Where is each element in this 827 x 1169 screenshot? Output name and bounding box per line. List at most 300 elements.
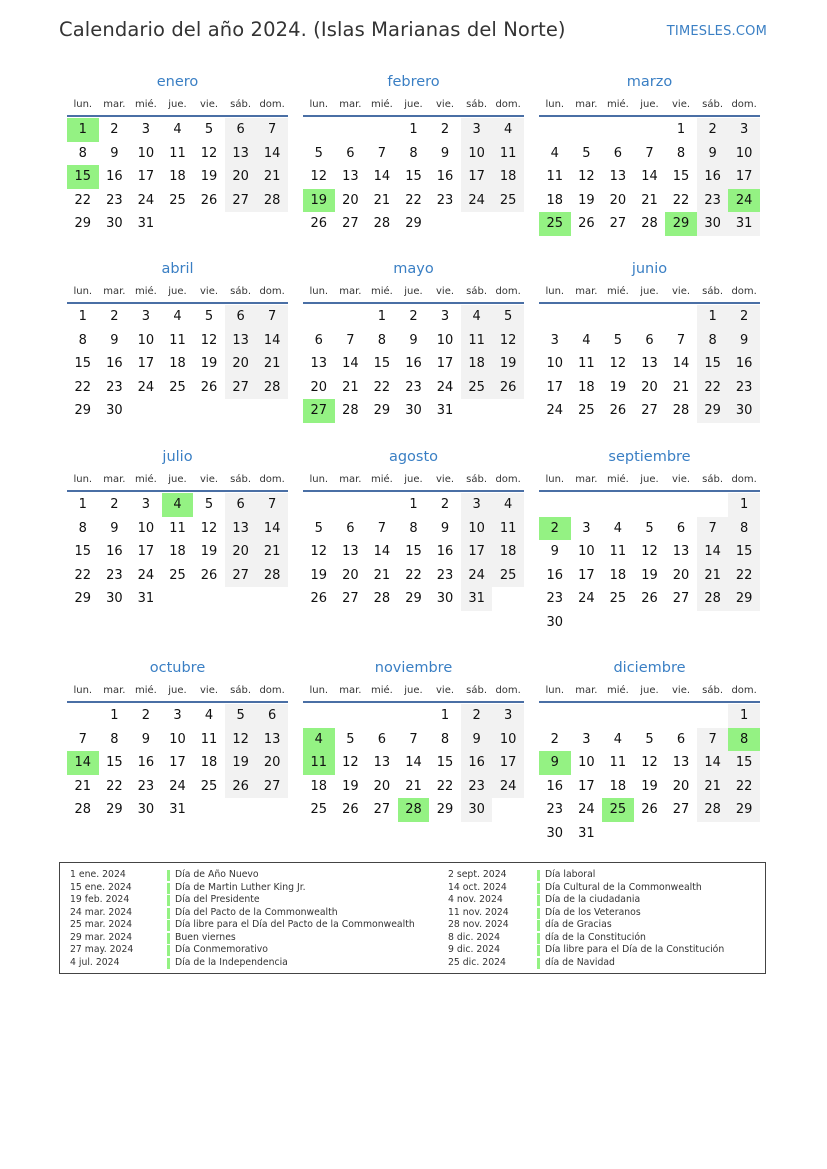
weekend-day-cell: 20 <box>256 751 288 775</box>
day-cell: 21 <box>641 192 658 208</box>
holiday-day-cell: 25 <box>602 798 634 822</box>
weekday-label: jue. <box>168 99 187 110</box>
weekend-day-cell: 29 <box>728 798 760 822</box>
day-cell: 30 <box>546 614 564 630</box>
day-cell: 17 <box>578 778 595 794</box>
weekend-day-cell: 27 <box>225 189 257 213</box>
day-cell: 21 <box>373 192 391 208</box>
day-cell: 28 <box>74 802 92 817</box>
weekend-day-cell: 28 <box>256 564 288 588</box>
weekend-day-cell: 10 <box>492 728 524 752</box>
empty-cell <box>539 493 571 517</box>
weekend-day-cell: 30 <box>697 212 729 236</box>
holiday-day-cell: 11 <box>303 751 335 775</box>
holiday-marker-icon <box>537 883 540 894</box>
day-cell: 4 <box>613 731 623 747</box>
day-cell: 19 <box>609 379 627 395</box>
holiday-name: Día libre para el Día del Pacto de la Commonwealth <box>175 919 415 930</box>
day-cell: 17 <box>169 755 186 770</box>
day-cell: 9 <box>141 731 151 747</box>
day-cell: 6 <box>346 520 355 536</box>
weekend-day-cell: 15 <box>728 751 760 775</box>
weekday-label: jue. <box>640 99 659 110</box>
day-cell: 13 <box>373 755 391 770</box>
day-cell: 31 <box>578 825 595 841</box>
empty-cell <box>303 493 335 517</box>
brand-link[interactable]: TIMESLES.COM <box>666 24 767 39</box>
day-cell: 3 <box>582 520 591 536</box>
holiday-name: Día de Martin Luther King Jr. <box>175 881 306 893</box>
day-cell: 27 <box>373 802 391 817</box>
holiday-name: día de Gracias <box>545 919 612 930</box>
day-cell: 25 <box>169 379 186 395</box>
holiday-date: 4 jul. 2024 <box>70 956 120 968</box>
weekday-label: lun. <box>545 99 565 110</box>
weekend-day-cell: 31 <box>728 212 760 236</box>
weekend-day-cell: 30 <box>728 399 760 423</box>
day-cell: 1 <box>78 497 87 512</box>
weekday-label: vie. <box>436 685 455 696</box>
day-cell: 31 <box>169 802 186 817</box>
holiday-name: Día de la ciudadania <box>545 894 641 905</box>
weekday-label: mié. <box>370 99 393 110</box>
weekend-day-cell: 24 <box>492 775 524 799</box>
day-cell: 20 <box>672 778 690 794</box>
day-cell: 18 <box>200 755 218 770</box>
weekend-day-cell: 6 <box>225 305 257 329</box>
holiday-marker-icon <box>167 883 170 894</box>
day-cell: 15 <box>405 544 422 559</box>
weekday-label: vie. <box>672 474 691 485</box>
weekend-day-cell: 25 <box>492 564 524 588</box>
day-cell: 17 <box>137 544 155 559</box>
holiday-date: 15 ene. 2024 <box>70 881 132 893</box>
empty-cell <box>571 493 603 517</box>
day-cell: 24 <box>578 591 595 606</box>
day-cell: 12 <box>578 169 595 184</box>
day-cell: 10 <box>546 356 564 371</box>
day-cell: 8 <box>110 731 119 747</box>
day-cell: 26 <box>342 802 359 817</box>
holiday-date: 25 dic. 2024 <box>448 956 506 968</box>
holiday-name: Día del Pacto de la Commonwealth <box>175 906 338 918</box>
weekend-day-cell: 28 <box>697 798 729 822</box>
day-cell: 29 <box>405 216 422 231</box>
day-cell: 1 <box>377 309 387 324</box>
day-cell: 12 <box>200 520 218 536</box>
weekend-day-cell: 11 <box>492 517 524 541</box>
holiday-date: 29 mar. 2024 <box>70 931 133 943</box>
month-title: marzo <box>626 74 673 90</box>
day-cell: 4 <box>613 520 623 536</box>
weekday-label: vie. <box>436 99 455 110</box>
day-cell: 23 <box>405 379 422 395</box>
day-cell: 26 <box>200 567 218 583</box>
weekday-label: jue. <box>404 99 423 110</box>
holiday-date: 4 nov. 2024 <box>448 894 503 905</box>
day-cell: 9 <box>110 332 119 348</box>
day-cell: 10 <box>578 755 595 770</box>
day-cell: 11 <box>169 332 186 348</box>
weekend-day-cell: 25 <box>492 189 524 213</box>
weekday-label: sáb. <box>702 99 724 110</box>
empty-cell <box>571 704 603 728</box>
day-cell: 4 <box>204 708 214 723</box>
day-cell: 22 <box>74 567 92 583</box>
weekday-label: lun. <box>309 286 329 297</box>
day-cell: 12 <box>342 755 359 770</box>
weekend-day-cell: 11 <box>492 142 524 166</box>
day-cell: 29 <box>405 591 422 606</box>
holiday-marker-icon <box>537 895 540 906</box>
day-cell: 23 <box>436 567 454 583</box>
holiday-name: Buen viernes <box>175 931 236 943</box>
weekend-day-cell: 13 <box>225 329 257 353</box>
holiday-name: Día de los Veteranos <box>545 906 641 918</box>
weekend-day-cell: 18 <box>461 352 493 376</box>
day-cell: 26 <box>310 216 328 231</box>
day-cell: 16 <box>106 169 123 184</box>
holiday-name: día de la Constitución <box>545 931 646 943</box>
weekday-label: mar. <box>575 286 598 297</box>
day-cell: 22 <box>74 192 92 208</box>
weekday-label: dom. <box>259 474 285 485</box>
weekend-day-cell: 19 <box>492 352 524 376</box>
month-enero <box>67 72 288 236</box>
day-cell: 20 <box>342 192 359 208</box>
holiday-name: Día del Presidente <box>175 894 260 905</box>
day-cell: 5 <box>204 122 214 137</box>
day-cell: 26 <box>578 216 595 231</box>
day-cell: 15 <box>373 356 391 371</box>
day-cell: 21 <box>342 379 359 395</box>
day-cell: 12 <box>641 755 658 770</box>
weekend-day-cell: 2 <box>461 704 493 728</box>
day-grid <box>303 493 524 611</box>
day-cell: 10 <box>169 731 186 747</box>
weekday-header <box>539 95 760 117</box>
day-cell: 15 <box>74 544 92 559</box>
day-cell: 5 <box>346 731 355 747</box>
month-abril <box>67 259 288 423</box>
weekday-label: lun. <box>73 286 93 297</box>
day-cell: 18 <box>546 192 564 208</box>
month-octubre <box>67 658 288 822</box>
empty-cell <box>571 118 603 142</box>
day-cell: 8 <box>409 520 418 536</box>
day-cell: 30 <box>106 216 123 231</box>
weekend-day-cell: 28 <box>256 189 288 213</box>
weekend-day-cell: 12 <box>492 329 524 353</box>
weekday-label: mié. <box>606 685 629 696</box>
day-cell: 8 <box>409 145 418 161</box>
day-cell: 5 <box>645 731 654 747</box>
weekday-label: mar. <box>339 99 362 110</box>
weekend-day-cell: 9 <box>697 142 729 166</box>
day-cell: 24 <box>137 567 155 583</box>
day-cell: 20 <box>342 567 359 583</box>
day-cell: 12 <box>641 544 658 559</box>
weekend-day-cell: 4 <box>461 305 493 329</box>
weekday-label: jue. <box>404 286 423 297</box>
weekday-label: dom. <box>731 286 757 297</box>
weekday-label: sáb. <box>466 286 488 297</box>
month-title: junio <box>631 261 668 277</box>
month-junio <box>539 259 760 423</box>
weekday-label: mar. <box>339 286 362 297</box>
weekend-day-cell: 21 <box>256 165 288 189</box>
day-cell: 8 <box>440 731 450 747</box>
weekday-label: dom. <box>731 99 757 110</box>
day-cell: 19 <box>200 169 218 184</box>
day-cell: 14 <box>373 169 391 184</box>
weekend-day-cell: 14 <box>256 329 288 353</box>
empty-cell <box>366 493 398 517</box>
day-cell: 29 <box>74 216 92 231</box>
day-cell: 31 <box>137 591 155 606</box>
weekday-label: sáb. <box>466 474 488 485</box>
weekday-label: lun. <box>545 286 565 297</box>
page-title: Calendario del año 2024. (Islas Marianas del Norte) <box>59 18 566 41</box>
month-noviembre <box>303 658 524 822</box>
weekend-day-cell: 5 <box>225 704 257 728</box>
weekend-day-cell: 2 <box>728 305 760 329</box>
weekend-day-cell: 4 <box>492 493 524 517</box>
weekday-label: sáb. <box>702 474 724 485</box>
weekday-label: jue. <box>168 474 187 485</box>
day-cell: 29 <box>74 591 92 606</box>
holiday-marker-icon <box>537 958 540 969</box>
day-cell: 5 <box>204 497 214 512</box>
weekday-label: vie. <box>672 685 691 696</box>
day-cell: 12 <box>310 544 328 559</box>
day-cell: 7 <box>377 520 387 536</box>
weekend-day-cell: 17 <box>728 165 760 189</box>
day-cell: 19 <box>310 567 328 583</box>
day-cell: 29 <box>74 403 92 418</box>
weekday-label: dom. <box>259 286 285 297</box>
holiday-date: 14 oct. 2024 <box>448 881 507 893</box>
weekend-day-cell: 15 <box>697 352 729 376</box>
holiday-date: 8 dic. 2024 <box>448 931 501 943</box>
holiday-day-cell: 4 <box>162 493 194 517</box>
day-grid <box>539 305 760 423</box>
weekday-header <box>303 681 524 703</box>
day-cell: 31 <box>436 403 454 418</box>
day-cell: 19 <box>200 356 218 371</box>
day-cell: 14 <box>672 356 690 371</box>
day-cell: 24 <box>137 379 155 395</box>
holiday-name: Día Cultural de la Commonwealth <box>545 881 702 893</box>
day-cell: 14 <box>405 755 422 770</box>
empty-cell <box>602 704 634 728</box>
weekday-label: mié. <box>134 474 157 485</box>
weekend-day-cell: 23 <box>697 189 729 213</box>
holiday-day-cell: 2 <box>539 517 571 541</box>
day-cell: 21 <box>74 778 92 794</box>
day-cell: 20 <box>641 379 658 395</box>
day-cell: 13 <box>609 169 627 184</box>
day-cell: 15 <box>74 356 92 371</box>
weekday-label: mar. <box>339 685 362 696</box>
day-cell: 27 <box>342 216 359 231</box>
day-cell: 22 <box>106 778 123 794</box>
day-cell: 2 <box>409 309 418 324</box>
weekend-day-cell: 20 <box>225 352 257 376</box>
day-cell: 27 <box>641 403 658 418</box>
day-cell: 1 <box>440 708 450 723</box>
weekday-header <box>67 95 288 117</box>
weekday-label: mié. <box>370 474 393 485</box>
holiday-date: 2 sept. 2024 <box>448 869 507 880</box>
day-cell: 9 <box>440 145 450 161</box>
day-cell: 25 <box>310 802 328 817</box>
weekend-day-cell: 4 <box>492 118 524 142</box>
day-cell: 11 <box>200 731 218 747</box>
day-grid <box>539 493 760 634</box>
day-cell: 6 <box>613 145 623 161</box>
month-title: mayo <box>393 261 434 277</box>
day-cell: 30 <box>106 403 123 418</box>
weekend-day-cell: 3 <box>492 704 524 728</box>
day-cell: 1 <box>78 309 87 324</box>
month-title: octubre <box>149 660 206 676</box>
weekday-label: sáb. <box>466 685 488 696</box>
holiday-legend <box>59 862 766 974</box>
weekend-day-cell: 31 <box>461 587 493 611</box>
weekend-day-cell: 25 <box>461 376 493 400</box>
weekday-label: mar. <box>575 99 598 110</box>
holiday-date: 9 dic. 2024 <box>448 944 501 955</box>
day-cell: 20 <box>310 379 328 395</box>
weekday-label: lun. <box>309 474 329 485</box>
weekday-label: vie. <box>200 99 219 110</box>
weekday-label: jue. <box>640 685 659 696</box>
empty-cell <box>634 118 666 142</box>
weekend-day-cell: 14 <box>697 540 729 564</box>
day-cell: 23 <box>546 591 564 606</box>
weekend-day-cell: 12 <box>225 728 257 752</box>
day-grid <box>67 493 288 611</box>
weekday-label: lun. <box>545 474 565 485</box>
weekend-day-cell: 1 <box>697 305 729 329</box>
holiday-day-cell: 24 <box>728 189 760 213</box>
day-cell: 10 <box>137 332 155 348</box>
holiday-marker-icon <box>167 933 170 944</box>
day-cell: 17 <box>137 169 155 184</box>
weekend-day-cell: 24 <box>461 189 493 213</box>
weekend-day-cell: 22 <box>728 775 760 799</box>
weekend-day-cell: 26 <box>492 376 524 400</box>
weekday-label: vie. <box>200 474 219 485</box>
holiday-date: 24 mar. 2024 <box>70 906 133 918</box>
weekend-day-cell: 29 <box>697 399 729 423</box>
empty-cell <box>335 704 367 728</box>
day-cell: 5 <box>613 332 623 348</box>
day-cell: 3 <box>141 309 151 324</box>
day-grid <box>67 704 288 822</box>
day-cell: 17 <box>546 379 564 395</box>
day-cell: 29 <box>373 403 391 418</box>
day-cell: 2 <box>110 497 119 512</box>
day-cell: 18 <box>609 778 627 794</box>
day-cell: 5 <box>582 145 591 161</box>
day-grid <box>539 704 760 845</box>
day-cell: 1 <box>110 708 119 723</box>
weekend-day-cell: 26 <box>225 775 257 799</box>
day-cell: 26 <box>310 591 328 606</box>
day-cell: 18 <box>169 544 186 559</box>
day-cell: 26 <box>641 591 658 606</box>
day-cell: 8 <box>78 145 87 161</box>
day-cell: 10 <box>137 145 155 161</box>
weekday-label: jue. <box>404 685 423 696</box>
weekend-day-cell: 10 <box>461 142 493 166</box>
day-cell: 7 <box>409 731 418 747</box>
weekend-day-cell: 6 <box>256 704 288 728</box>
weekday-label: mar. <box>575 685 598 696</box>
day-cell: 23 <box>436 192 454 208</box>
day-cell: 8 <box>676 145 686 161</box>
weekend-day-cell: 17 <box>461 540 493 564</box>
holiday-marker-icon <box>167 895 170 906</box>
day-cell: 25 <box>169 192 186 208</box>
weekday-label: mar. <box>339 474 362 485</box>
weekday-label: vie. <box>436 474 455 485</box>
weekday-label: dom. <box>259 99 285 110</box>
weekday-label: jue. <box>640 286 659 297</box>
weekday-label: mié. <box>370 685 393 696</box>
weekday-label: lun. <box>309 99 329 110</box>
day-cell: 11 <box>169 520 186 536</box>
day-cell: 18 <box>609 567 627 583</box>
day-cell: 19 <box>578 192 595 208</box>
weekday-label: mié. <box>134 286 157 297</box>
day-cell: 16 <box>137 755 155 770</box>
holiday-marker-icon <box>537 945 540 956</box>
day-cell: 22 <box>373 379 391 395</box>
day-cell: 14 <box>373 544 391 559</box>
day-cell: 20 <box>672 567 690 583</box>
weekday-label: sáb. <box>230 286 252 297</box>
day-cell: 13 <box>641 356 658 371</box>
day-grid <box>303 305 524 423</box>
day-cell: 6 <box>676 520 686 536</box>
day-cell: 15 <box>672 169 690 184</box>
weekday-label: dom. <box>495 474 521 485</box>
weekday-label: lun. <box>73 99 93 110</box>
holiday-date: 25 mar. 2024 <box>70 919 133 930</box>
day-cell: 8 <box>377 332 387 348</box>
weekday-label: mié. <box>606 286 629 297</box>
weekend-day-cell: 3 <box>461 118 493 142</box>
day-cell: 16 <box>546 778 564 794</box>
day-cell: 23 <box>546 802 564 817</box>
weekday-label: sáb. <box>702 286 724 297</box>
weekend-day-cell: 1 <box>728 493 760 517</box>
weekend-day-cell: 15 <box>728 540 760 564</box>
holiday-marker-icon <box>537 908 540 919</box>
weekday-label: mié. <box>134 99 157 110</box>
weekend-day-cell: 9 <box>728 329 760 353</box>
weekend-day-cell: 1 <box>728 704 760 728</box>
weekday-label: sáb. <box>230 685 252 696</box>
month-febrero <box>303 72 524 236</box>
day-cell: 4 <box>173 122 182 137</box>
day-cell: 15 <box>436 755 454 770</box>
weekend-day-cell: 13 <box>256 728 288 752</box>
weekend-day-cell: 6 <box>225 493 257 517</box>
